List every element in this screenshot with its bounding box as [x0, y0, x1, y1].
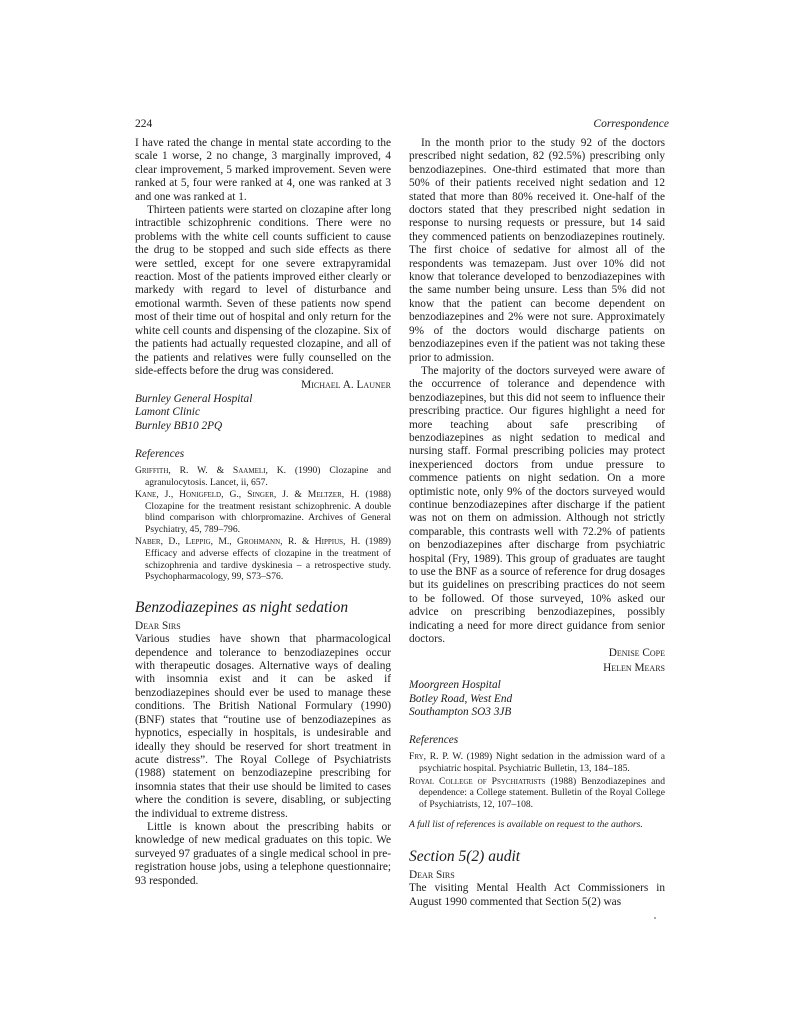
reference-authors: Kane, J., Honigfeld, G., Singer, J. & Meltzer, H. [135, 489, 360, 501]
paragraph: Thirteen patients were started on clozapine after long intractible schizophrenic conditions. There were no problems with the white cell counts sufficient to cause the drug to be stopped and such side effects as there were settled, except for one severe extrapyramidal reaction. Most of the patients improved either clearly or markedy with regard to level of disturbance and emotional warmth. Seven of these patients now spend most of their time out of hospital and only return for the white cell counts and dispensing of the clozapine. Six of the patients had actually requested clozapine, and all of the patients and relatives were fully counselled on the side-effects before the drug was considered. [135, 204, 391, 377]
address-line: Burnley BB10 2PQ [135, 419, 223, 432]
reference-text: (1988) Benzodiazepines and dependence: a College statement. Bulletin of the Royal College of Psychiatrists, 12, 107–108. [419, 775, 665, 810]
reference-text: (1990) Clozapine and agranulocytosis. Lancet, ii, 657. [145, 464, 391, 488]
paragraph: I have rated the change in mental state according to the scale 1 worse, 2 no change, 3 marginally improved, 4 clear improvement, 5 marked improvement. Seven were ranked at 5, four were ranked at 4, one was ranked at 3 and one was ranked at 1. [135, 137, 391, 203]
reference-text: (1989) Night sedation in the admission ward of a psychiatric hospital. Psychiatric Bulletin, 13, 184–185. [419, 751, 665, 775]
address-block [135, 393, 391, 434]
footnote: A full list of references is available on request to the authors. [409, 819, 643, 831]
paragraph: Various studies have shown that pharmacological dependence and tolerance to benzodiazepines occur with therapeutic dosages. Alternative ways of dealing with insomnia exist and it can be asked if benzodiazepines should ever be used to manage these conditions. The British National Formulary (1990) (BNF) states that “routine use of benzodiazepines as hypnotics, especially in hospitals, is undesirable and ideally they should be reserved for short treatment in acute distress”. The Royal College of Psychiatrists (1988) statement on benzodiazepine prescribing for insomnia states that their use should be limited to cases where the condition is severe, disabling, or subjecting the individual to extreme distress. [135, 633, 391, 820]
address-line: Botley Road, West End [409, 692, 513, 705]
references-list [409, 751, 665, 810]
paragraph: The majority of the doctors surveyed were aware of the occurrence of tolerance and dependence with benzodiazepines, but this did not seem to influence their prescribing practice. Our figures highlight a need for more teaching about safe prescribing of benzodiazepines as night sedation to medical and nursing staff. Formal prescribing policies may protect inexperienced doctors from undue pressure to commence patients on night sedation. On a more optimistic note, only 9% of the doctors surveyed would continue benzodiazepines after discharge if the patient was not on them on admission. Although not strictly comparable, this contrasts well with 72.2% of patients on benzodiazepines after discharge from psychiatric hospital (Fry, 1989). This group of graduates are taught to use the BNF as a source of reference for drug dosages but its guidelines on prescribing practices do not seem to be followed. Of those surveyed, 10% asked our advice on prescribing benzodiazepines, possibly indicating a need for more direct guidance from senior doctors. [409, 364, 665, 646]
signature: Helen Mears [603, 661, 665, 674]
page-number: 224 [135, 118, 153, 130]
section-title: Section 5(2) audit [409, 847, 521, 865]
salutation: Dear Sirs [409, 868, 455, 881]
references-list [135, 465, 391, 583]
reference-authors: Naber, D., Leppig, M., Grohmann, R. & Hippius, H. [135, 536, 361, 548]
scan-speck [654, 917, 656, 919]
left-column [135, 137, 391, 888]
reference-item [409, 751, 665, 774]
references-heading: References [409, 734, 459, 747]
reference-text: (1988) Clozapine for the treatment resistant schizophrenic. A double blind comparison with chlorpromazine. Archives of General Psychiatry, 45, 789–796. [145, 489, 392, 535]
paragraph: In the month prior to the study 92 of the doctors prescribed night sedation, 82 (92.5%) prescribing only benzodiazepines. One-third estimated that more than 50% of their patients received night sedation and 12 stated that more than 80% received it. One-half of the doctors stated that they prescribed night sedation in response to nursing requests or pressure, but 14 said they commenced patients on benzodiazepines routinely. The first choice of sedative for almost all of the respondents was temazepam. Just over 10% did not know that tolerance developed to benzodiazepines with the same number being unsure. Less than 5% did not know that the patient can become dependent on benzodiazepines and 2% were not sure. Approximately 9% of the doctors would discharge patients on benzodiazepines even if the patient was not taking these prior to admission. [409, 137, 665, 364]
section-title: Benzodiazepines as night sedation [135, 598, 349, 616]
address-line: Moorgreen Hospital [409, 679, 501, 692]
reference-item [135, 465, 391, 488]
signature: Denise Cope [608, 647, 665, 660]
running-head: Correspondence [593, 118, 669, 130]
address-block [409, 679, 665, 720]
reference-authors: Fry, R. P. W. [409, 751, 463, 763]
address-line: Southampton SO3 3JB [409, 706, 512, 719]
right-column [409, 137, 665, 909]
reference-authors: Royal College of Psychiatrists [409, 775, 546, 787]
reference-item [135, 536, 391, 582]
reference-text: (1989) Efficacy and adverse effects of clozapine in the treatment of schizophrenia and tardive dyskinesia – a retrospective study. Psychopharmacology, 99, S73–S76. [145, 536, 392, 583]
reference-authors: Griffith, R. W. & Saameli, K. [135, 464, 287, 476]
salutation: Dear Sirs [135, 619, 181, 632]
signature: Michael A. Launer [301, 379, 391, 392]
paragraph: Little is known about the prescribing habits or knowledge of new medical graduates on this topic. We surveyed 97 graduates of a single medical school in pre-registration house jobs, using a telephone questionnaire; 93 responded. [135, 820, 391, 887]
address-line: Burnley General Hospital [135, 392, 253, 405]
reference-item [409, 776, 665, 811]
paragraph: The visiting Mental Health Act Commissioners in August 1990 commented that Section 5(2) was [409, 882, 665, 908]
address-line: Lamont Clinic [135, 406, 200, 419]
reference-item [135, 489, 391, 535]
references-heading: References [135, 447, 185, 460]
